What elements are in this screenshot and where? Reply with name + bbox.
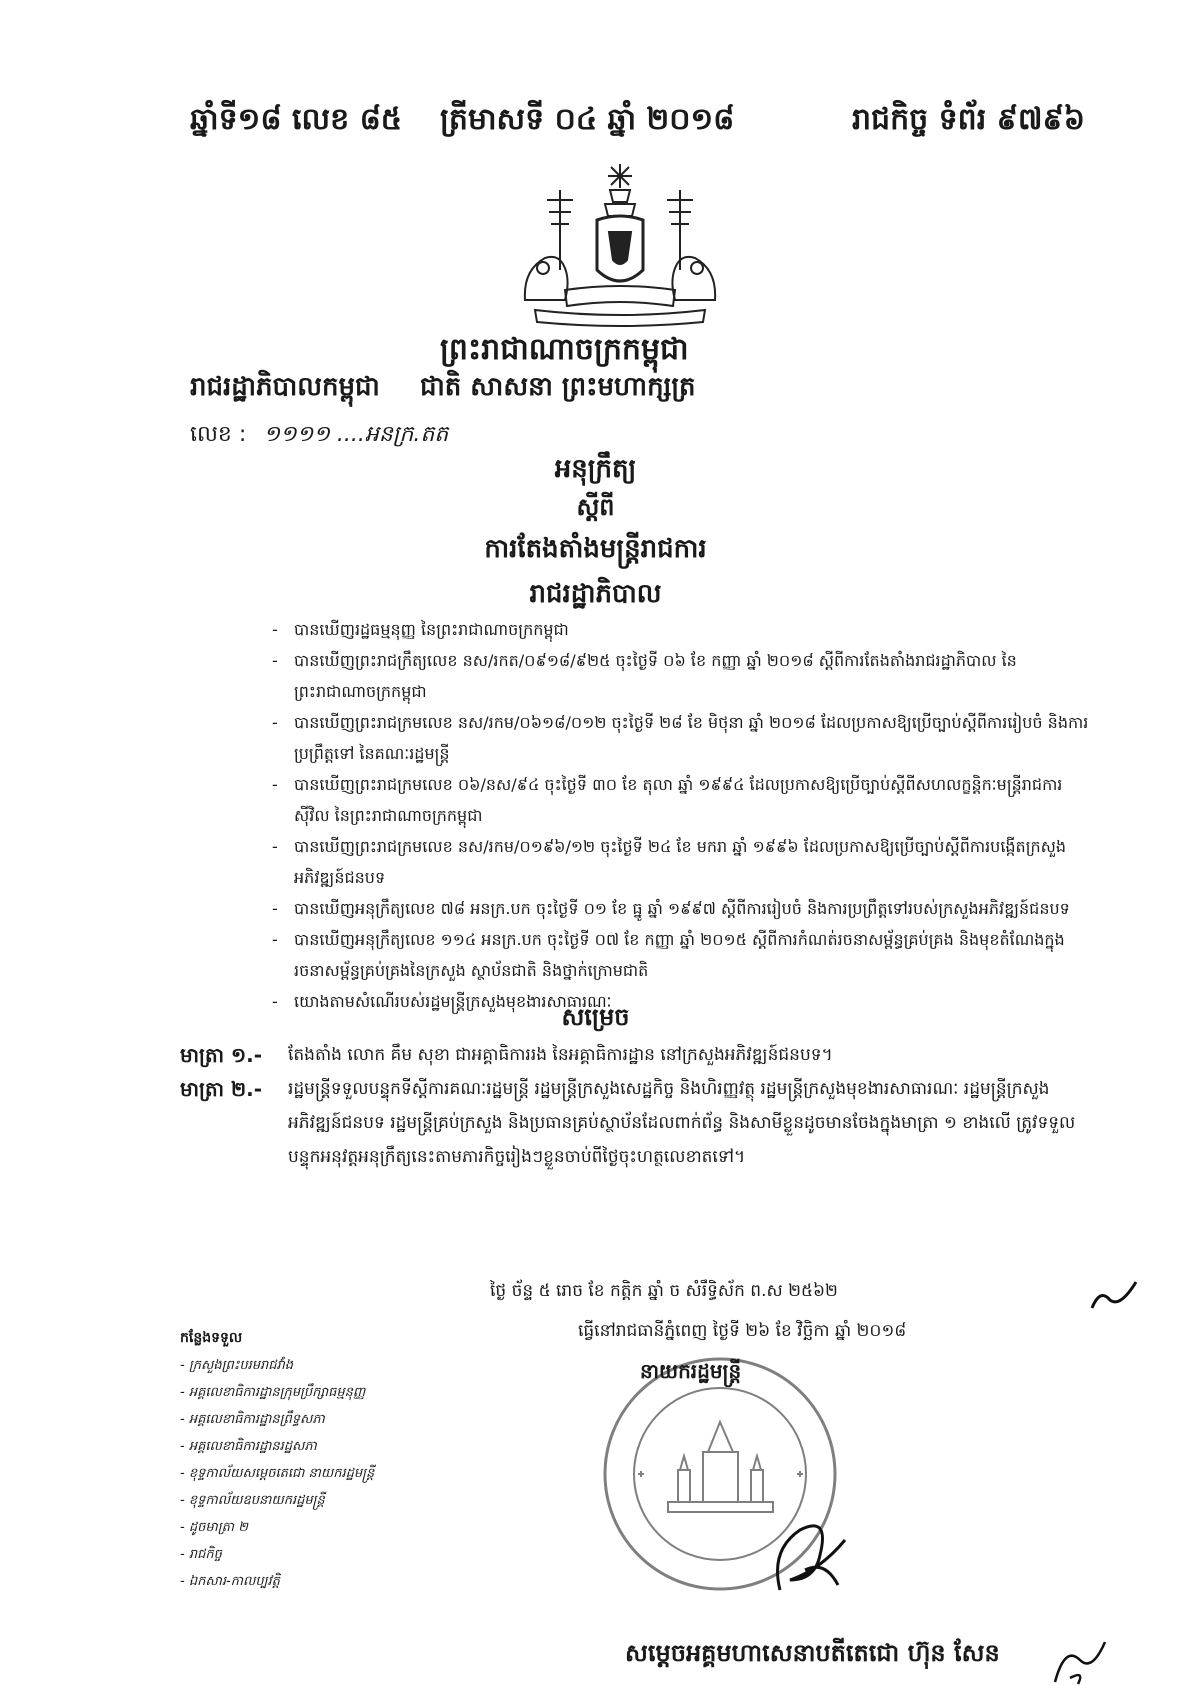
- recipient-item: - អគ្គលេខាធិការដ្ឋានរដ្ឋសភា: [180, 1439, 317, 1454]
- consideration-item: - បានឃើញអនុក្រឹត្យលេខ ១១៤ អនក្រ.បក ចុះថ្ងៃទី ០៧ ខែ កញ្ញា ឆ្នាំ ២០១៥ ស្តីពីការកំណត់រចនាសម្ព័ន្ធគ្រប់គ្រង និងមុខតំណែងក្នុងរចនាសម្ព័ន្ធគ្រប់គ្រងនៃក្រសួង ស្ថាប័នជាតិ និងថ្នាក់ក្រោមជាតិ: [272, 924, 1092, 986]
- considerations-list: [272, 614, 1092, 1017]
- royal-coat-of-arms-icon: [505, 160, 735, 330]
- recipient-item: - អគ្គលេខាធិការដ្ឋានក្រុមប្រឹក្សាធម្មនុញ្ញ: [180, 1385, 366, 1400]
- consideration-item: - បានឃើញអនុក្រឹត្យលេខ ៧៨ អនក្រ.បក ចុះថ្ងៃទី ០១ ខែ ធ្នូ ឆ្នាំ ១៩៩៧ ស្តីពីការរៀបចំ និងការប្រព្រឹត្តទៅរបស់ក្រសួងអភិវឌ្ឍន៍ជនបទ: [272, 893, 1092, 924]
- consideration-item: - បានឃើញព្រះរាជក្រមលេខ នស/រកម/០១៩៦/១២ ចុះថ្ងៃទី ២៤ ខែ មករា ឆ្នាំ ១៩៩៦ ដែលប្រកាសឱ្យប្រើច្បាប់ស្តីពីការបង្កើតក្រសួងអភិវឌ្ឍន៍ជនបទ: [272, 831, 1092, 893]
- decision-heading: សម្រេច: [561, 1003, 630, 1031]
- document-issuer: រាជរដ្ឋាភិបាល: [529, 579, 662, 609]
- national-motto: ជាតិ សាសនា ព្រះមហាក្សត្រ: [420, 372, 696, 402]
- recipient-item: - អគ្គលេខាធិការដ្ឋានព្រឹទ្ធសភា: [180, 1412, 325, 1427]
- signer-title: នាយករដ្ឋមន្ត្រី: [640, 1359, 742, 1383]
- consideration-item: - បានឃើញព្រះរាជក្រមលេខ នស/រកម/០៦១៨/០១២ ចុះថ្ងៃទី ២៨ ខែ មិថុនា ឆ្នាំ ២០១៨ ដែលប្រកាសឱ្យប្រើច្បាប់ស្តីពីការរៀបចំ និងការប្រព្រឹត្តទៅ នៃគណៈរដ្ឋមន្ត្រី: [272, 707, 1092, 769]
- consideration-item: - បានឃើញរដ្ឋធម្មនុញ្ញ នៃព្រះរាជាណាចក្រកម្ពុជា: [272, 614, 1092, 645]
- pen-flourish-icon: [1090, 1278, 1140, 1312]
- article-text: រដ្ឋមន្ត្រីទទួលបន្ទុកទីស្តីការគណៈរដ្ឋមន្ត្រី រដ្ឋមន្ត្រីក្រសួងសេដ្ឋកិច្ច និងហិរញ្ញវត្ថុ រដ្ឋមន្ត្រីក្រសួងមុខងារសាធារណៈ រដ្ឋមន្ត្រីក្រសួងអភិវឌ្ឍន៍ជនបទ រដ្ឋមន្ត្រីគ្រប់ក្រសួង និងប្រធានគ្រប់ស្ថាប័នដែលពាក់ព័ន្ធ និងសាមីខ្លួនដូចមានចែងក្នុងមាត្រា ១ ខាងលើ ត្រូវទទួលបន្ទុកអនុវត្តអនុក្រឹត្យនេះតាមភារកិច្ចរៀងៗខ្លួនចាប់ពីថ្ងៃចុះហត្ថលេខាតទៅ។: [288, 1079, 1076, 1167]
- recipient-item: - ខុទ្ទកាល័យឧបនាយករដ្ឋមន្ត្រី: [180, 1493, 325, 1508]
- document-type: អនុក្រឹត្យ: [554, 454, 637, 484]
- document-number-value: ១១១១ ....អនក្រ.តត: [263, 422, 449, 447]
- recipient-item: - រាជកិច្ច: [180, 1547, 222, 1562]
- document-on: ស្តីពី: [576, 493, 615, 521]
- recipients-title: កន្លែងទទួល: [180, 1330, 243, 1346]
- gazette-quarter: ត្រីមាសទី ០៤ ឆ្នាំ ២០១៨: [440, 102, 735, 137]
- document-number: [190, 420, 448, 452]
- kingdom-heading: ព្រះរាជាណាចក្រកម្ពុជា: [440, 332, 689, 367]
- document-subject: ការតែងតាំងមន្ត្រីរាជការ: [484, 534, 707, 564]
- article-1: [180, 1038, 1090, 1072]
- consideration-item: - យោងតាមសំណើរបស់រដ្ឋមន្ត្រីក្រសួងមុខងារសាធារណៈ: [272, 986, 1092, 1017]
- document-number-label: លេខ :: [190, 422, 247, 447]
- recipients-list: [180, 1325, 374, 1595]
- pen-flourish-icon: [1050, 1640, 1110, 1685]
- gazette-page-number: រាជកិច្ច ទំព័រ ៩៧៩៦: [852, 102, 1085, 137]
- article-label: មាត្រា ១.-: [180, 1043, 263, 1067]
- recipient-item: - ឯកសារ-កាលប្បវត្តិ: [180, 1574, 280, 1589]
- lunar-date: ថ្ងៃ ច័ន្ទ ៥ រោច ខែ កត្តិក ឆ្នាំ ច សំរឹទ្ធិស័ក ព.ស ២៥៦២: [490, 1281, 838, 1301]
- recipient-item: - ក្រសួងព្រះបរមរាជវាំង: [180, 1358, 294, 1373]
- article-label: មាត្រា ២.-: [180, 1077, 263, 1101]
- recipient-item: - ខុទ្ទកាល័យសម្តេចតេជោ នាយករដ្ឋមន្ត្រី: [180, 1466, 375, 1481]
- consideration-item: - បានឃើញព្រះរាជក្រឹត្យលេខ នស/រកត/០៩១៨/៩២៥ ចុះថ្ងៃទី ០៦ ខែ កញ្ញា ឆ្នាំ ២០១៨ ស្តីពីការតែងតាំងរាជរដ្ឋាភិបាល នៃព្រះរាជាណាចក្រកម្ពុជា: [272, 645, 1092, 707]
- government-heading: រាជរដ្ឋាភិបាលកម្ពុជា: [190, 372, 380, 402]
- recipient-item: - ដូចមាត្រា ២: [180, 1520, 248, 1535]
- signer-name: សម្តេចអគ្គមហាសេនាបតីតេជោ ហ៊ុន សែន: [625, 1639, 1000, 1667]
- article-2: [180, 1072, 1090, 1174]
- gazette-year-issue: ឆ្នាំទី១៨ លេខ ៨៥: [190, 102, 403, 137]
- signature-icon: [760, 1510, 860, 1600]
- consideration-item: - បានឃើញព្រះរាជក្រមលេខ ០៦/នស/៩៤ ចុះថ្ងៃទី ៣០ ខែ តុលា ឆ្នាំ ១៩៩៤ ដែលប្រកាសឱ្យប្រើច្បាប់ស្តីពីសហលក្ខន្តិកៈមន្ត្រីរាជការស៊ីវិល នៃព្រះរាជាណាចក្រកម្ពុជា: [272, 769, 1092, 831]
- article-text: តែងតាំង លោក គឹម សុខា ជាអគ្គាធិការរង នៃអគ្គាធិការដ្ឋាន នៅក្រសួងអភិវឌ្ឍន៍ជនបទ។: [288, 1045, 833, 1065]
- solar-date: ធ្វើនៅរាជធានីភ្នំពេញ ថ្ងៃទី ២៦ ខែ វិច្ឆិកា ឆ្នាំ ២០១៨: [578, 1321, 907, 1341]
